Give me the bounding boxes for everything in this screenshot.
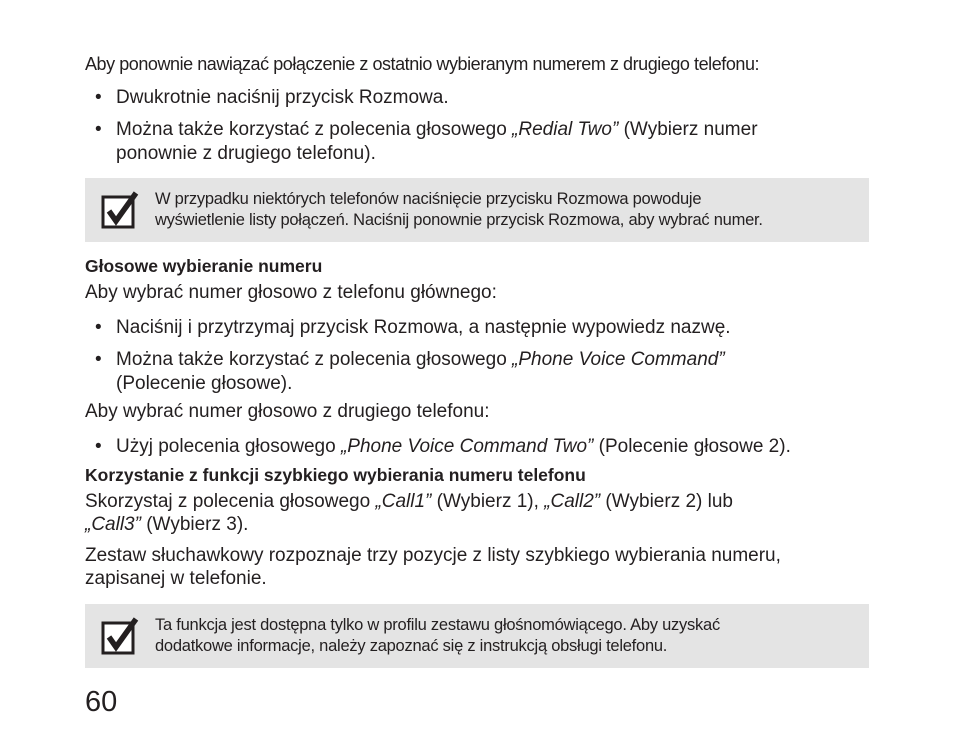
- list-item: [85, 348, 875, 396]
- bullet-text: Dwukrotnie naciśnij przycisk Rozmowa.: [116, 87, 449, 108]
- bullet-text: (Wybierz numer: [618, 119, 758, 140]
- note-box-call-list: [85, 178, 869, 242]
- para-text: (Wybierz 3).: [140, 514, 249, 535]
- voice-second-bullet-list: [85, 435, 875, 459]
- para-text: Skorzystaj z polecenia głosowego: [85, 491, 376, 512]
- note-icon-wrap: [85, 191, 155, 229]
- bullet-text: Naciśnij i przytrzymaj przycisk Rozmowa, a następnie wypowiedz nazwę.: [116, 317, 731, 338]
- bullet-dot: •: [95, 436, 102, 457]
- note-line: wyświetlenie listy połączeń. Naciśnij ponownie przycisk Rozmowa, aby wybrać numer.: [155, 211, 763, 229]
- voice-command-phone-voice: „Phone Voice Command”: [512, 349, 725, 370]
- note-text: [155, 615, 720, 657]
- page-number: 60: [85, 686, 118, 718]
- para-text: zapisanej w telefonie.: [85, 568, 267, 589]
- note-text: [155, 189, 763, 231]
- voice-main-bullet-list: [85, 316, 875, 396]
- bullet-text: Można także korzystać z polecenia głosowego: [116, 349, 513, 370]
- manual-page: [85, 52, 875, 680]
- list-item: [85, 316, 875, 340]
- voice-command-call2: „Call2”: [544, 491, 601, 512]
- checkbox-check-icon: [101, 617, 139, 655]
- voice-command-redial-two: „Redial Two”: [512, 119, 619, 140]
- bullet-dot: •: [95, 349, 102, 370]
- bullet-text: Można także korzystać z polecenia głosowego: [116, 119, 513, 140]
- note-box-handsfree: [85, 604, 869, 668]
- list-item: [85, 118, 875, 166]
- bullet-text: (Polecenie głosowe).: [116, 373, 293, 394]
- note-icon-wrap: [85, 617, 155, 655]
- speed-dial-info: [85, 544, 875, 590]
- note-line: dodatkowe informacje, należy zapoznać się z instrukcją obsługi telefonu.: [155, 637, 668, 655]
- voice-main-intro: Aby wybrać numer głosowo z telefonu głównego:: [85, 282, 497, 303]
- note-line: Ta funkcja jest dostępna tylko w profilu zestawu głośnomówiącego. Aby uzyskać: [155, 616, 720, 634]
- note-line: W przypadku niektórych telefonów naciśnięcie przycisku Rozmowa powoduje: [155, 190, 702, 208]
- voice-command-call1: „Call1”: [375, 491, 432, 512]
- redial-bullet-list: [85, 86, 875, 166]
- list-item: [85, 435, 875, 459]
- speed-dial-commands: [85, 490, 875, 536]
- speed-dial-heading: Korzystanie z funkcji szybkiego wybierania numeru telefonu: [85, 465, 586, 485]
- bullet-dot: •: [95, 317, 102, 338]
- bullet-text: ponownie z drugiego telefonu).: [116, 143, 376, 164]
- bullet-text: Użyj polecenia głosowego: [116, 436, 341, 457]
- voice-dialing-heading: Głosowe wybieranie numeru: [85, 256, 323, 276]
- bullet-dot: •: [95, 119, 102, 140]
- voice-command-phone-voice-two: „Phone Voice Command Two”: [340, 436, 594, 457]
- para-text: Zestaw słuchawkowy rozpoznaje trzy pozycje z listy szybkiego wybierania numeru,: [85, 545, 781, 566]
- voice-second-intro: Aby wybrać numer głosowo z drugiego telefonu:: [85, 401, 490, 422]
- checkbox-check-icon: [101, 191, 139, 229]
- para-text: (Wybierz 1),: [431, 491, 545, 512]
- para-text: (Wybierz 2) lub: [600, 491, 734, 512]
- list-item: [85, 86, 875, 110]
- redial-intro: Aby ponownie nawiązać połączenie z ostatnio wybieranym numerem z drugiego telefonu:: [85, 54, 760, 74]
- bullet-text: (Polecenie głosowe 2).: [593, 436, 791, 457]
- bullet-dot: •: [95, 87, 102, 108]
- voice-command-call3: „Call3”: [85, 514, 141, 535]
